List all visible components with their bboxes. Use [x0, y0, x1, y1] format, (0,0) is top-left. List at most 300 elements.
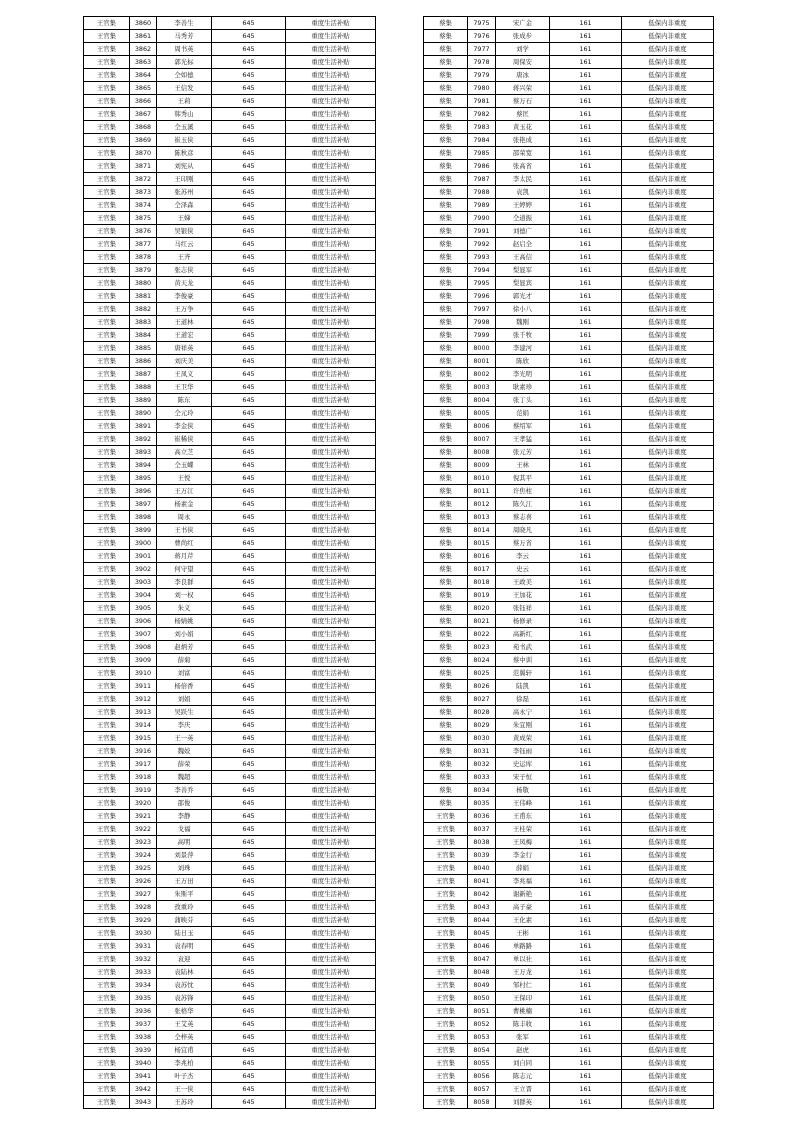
township-cell: 王官集: [424, 862, 468, 875]
township-cell: 王官集: [84, 381, 130, 394]
subsidy-type-cell: 低保内非重度: [622, 563, 714, 576]
subsidy-type-cell: 重度生活补贴: [286, 1005, 376, 1018]
table-row: [84, 1070, 376, 1083]
person-name-cell: 陈志元: [496, 1070, 550, 1083]
person-name-cell: 李光明: [496, 368, 550, 381]
amount-cell: 645: [212, 433, 286, 446]
serial-number-cell: 8013: [468, 511, 496, 524]
table-row: [424, 199, 714, 212]
subsidy-type-cell: 重度生活补贴: [286, 862, 376, 875]
person-name-cell: 张高省: [496, 160, 550, 173]
table-row: [84, 602, 376, 615]
serial-number-cell: 7999: [468, 329, 496, 342]
table-row: [424, 875, 714, 888]
subsidy-type-cell: 重度生活补贴: [286, 836, 376, 849]
table-row: [424, 771, 714, 784]
township-cell: 王官集: [84, 537, 130, 550]
serial-number-cell: 8049: [468, 979, 496, 992]
serial-number-cell: 3937: [130, 1018, 157, 1031]
table-row: [424, 186, 714, 199]
amount-cell: 645: [212, 511, 286, 524]
subsidy-type-cell: 低保内非重度: [622, 810, 714, 823]
amount-cell: 645: [212, 953, 286, 966]
serial-number-cell: 3916: [130, 745, 157, 758]
township-cell: 王官集: [84, 810, 130, 823]
table-row: [84, 576, 376, 589]
township-cell: 王官集: [84, 1070, 130, 1083]
township-cell: 蔡集: [424, 381, 468, 394]
person-name-cell: 陆凯: [496, 680, 550, 693]
amount-cell: 161: [550, 1096, 622, 1109]
subsidy-type-cell: 低保内非重度: [622, 1057, 714, 1070]
serial-number-cell: 8002: [468, 368, 496, 381]
person-name-cell: 陆日玉: [157, 927, 212, 940]
township-cell: 蔡集: [424, 719, 468, 732]
serial-number-cell: 3893: [130, 446, 157, 459]
township-cell: 王官集: [424, 1057, 468, 1070]
township-cell: 王官集: [84, 667, 130, 680]
serial-number-cell: 7986: [468, 160, 496, 173]
township-cell: 王官集: [84, 160, 130, 173]
serial-number-cell: 8033: [468, 771, 496, 784]
amount-cell: 645: [212, 316, 286, 329]
person-name-cell: 韩秀山: [157, 108, 212, 121]
serial-number-cell: 7995: [468, 277, 496, 290]
township-cell: 蔡集: [424, 472, 468, 485]
serial-number-cell: 7977: [468, 43, 496, 56]
person-name-cell: 邵俊: [157, 797, 212, 810]
person-name-cell: 单以社: [496, 953, 550, 966]
subsidy-type-cell: 低保内非重度: [622, 290, 714, 303]
person-name-cell: 李良群: [157, 576, 212, 589]
person-name-cell: 蔡匡: [496, 108, 550, 121]
person-name-cell: 王凤梅: [496, 836, 550, 849]
table-row: [84, 537, 376, 550]
serial-number-cell: 8021: [468, 615, 496, 628]
table-row: [84, 43, 376, 56]
table-row: [84, 1031, 376, 1044]
amount-cell: 161: [550, 992, 622, 1005]
township-cell: 王官集: [84, 212, 130, 225]
person-name-cell: 蒋兴荣: [496, 82, 550, 95]
township-cell: 王官集: [84, 238, 130, 251]
amount-cell: 645: [212, 472, 286, 485]
subsidy-type-cell: 重度生活补贴: [286, 407, 376, 420]
table-row: [84, 1044, 376, 1057]
person-name-cell: 朱宜刚: [496, 719, 550, 732]
table-row: [84, 381, 376, 394]
township-cell: 蔡集: [424, 433, 468, 446]
township-cell: 蔡集: [424, 407, 468, 420]
serial-number-cell: 3877: [130, 238, 157, 251]
table-row: [424, 446, 714, 459]
table-row: [84, 472, 376, 485]
table-row: [424, 1044, 714, 1057]
table-row: [424, 680, 714, 693]
serial-number-cell: 3935: [130, 992, 157, 1005]
person-name-cell: 倪其平: [496, 472, 550, 485]
township-cell: 王官集: [84, 992, 130, 1005]
amount-cell: 645: [212, 446, 286, 459]
person-name-cell: 王桂荣: [496, 823, 550, 836]
subsidy-type-cell: 重度生活补贴: [286, 576, 376, 589]
table-row: [424, 498, 714, 511]
subsidy-type-cell: 重度生活补贴: [286, 355, 376, 368]
serial-number-cell: 3875: [130, 212, 157, 225]
amount-cell: 645: [212, 160, 286, 173]
amount-cell: 161: [550, 1044, 622, 1057]
amount-cell: 161: [550, 693, 622, 706]
subsidy-type-cell: 重度生活补贴: [286, 498, 376, 511]
township-cell: 蔡集: [424, 784, 468, 797]
person-name-cell: 王印刚: [157, 173, 212, 186]
serial-number-cell: 8024: [468, 654, 496, 667]
subsidy-type-cell: 低保内非重度: [622, 238, 714, 251]
amount-cell: 161: [550, 667, 622, 680]
serial-number-cell: 3886: [130, 355, 157, 368]
subsidy-type-cell: 低保内非重度: [622, 264, 714, 277]
amount-cell: 645: [212, 550, 286, 563]
subsidy-type-cell: 重度生活补贴: [286, 719, 376, 732]
subsidy-type-cell: 重度生活补贴: [286, 680, 376, 693]
person-name-cell: 薛菊: [157, 654, 212, 667]
township-cell: 王官集: [424, 901, 468, 914]
person-name-cell: 李金行: [496, 849, 550, 862]
subsidy-type-cell: 重度生活补贴: [286, 745, 376, 758]
amount-cell: 645: [212, 368, 286, 381]
amount-cell: 645: [212, 459, 286, 472]
table-row: [424, 394, 714, 407]
township-cell: 蔡集: [424, 147, 468, 160]
serial-number-cell: 8035: [468, 797, 496, 810]
amount-cell: 161: [550, 238, 622, 251]
table-row: [84, 290, 376, 303]
table-row: [424, 719, 714, 732]
township-cell: 蔡集: [424, 394, 468, 407]
serial-number-cell: 8026: [468, 680, 496, 693]
serial-number-cell: 3917: [130, 758, 157, 771]
amount-cell: 161: [550, 199, 622, 212]
township-cell: 王官集: [84, 1096, 130, 1109]
person-name-cell: 徐磊: [496, 693, 550, 706]
township-cell: 蔡集: [424, 524, 468, 537]
amount-cell: 161: [550, 329, 622, 342]
township-cell: 王官集: [84, 641, 130, 654]
table-row: [424, 82, 714, 95]
serial-number-cell: 3915: [130, 732, 157, 745]
amount-cell: 645: [212, 940, 286, 953]
table-row: [424, 615, 714, 628]
person-name-cell: 陈久江: [496, 498, 550, 511]
subsidy-type-cell: 低保内非重度: [622, 212, 714, 225]
subsidy-type-cell: 低保内非重度: [622, 875, 714, 888]
township-cell: 王官集: [84, 134, 130, 147]
township-cell: 王官集: [84, 316, 130, 329]
table-row: [424, 537, 714, 550]
township-cell: 王官集: [84, 927, 130, 940]
subsidy-type-cell: 重度生活补贴: [286, 446, 376, 459]
subsidy-type-cell: 低保内非重度: [622, 966, 714, 979]
subsidy-type-cell: 重度生活补贴: [286, 459, 376, 472]
serial-number-cell: 7987: [468, 173, 496, 186]
person-name-cell: 张元芳: [496, 446, 550, 459]
person-name-cell: 王齐: [157, 251, 212, 264]
amount-cell: 161: [550, 56, 622, 69]
table-row: [84, 979, 376, 992]
person-name-cell: 张志侠: [157, 264, 212, 277]
serial-number-cell: 3864: [130, 69, 157, 82]
subsidy-type-cell: 低保内非重度: [622, 251, 714, 264]
township-cell: 蔡集: [424, 30, 468, 43]
subsidy-type-cell: 重度生活补贴: [286, 1057, 376, 1070]
table-row: [424, 329, 714, 342]
person-name-cell: 仝玉蝶: [157, 459, 212, 472]
serial-number-cell: 8041: [468, 875, 496, 888]
person-name-cell: 周保安: [496, 56, 550, 69]
subsidy-type-cell: 低保内非重度: [622, 1031, 714, 1044]
amount-cell: 161: [550, 771, 622, 784]
table-row: [84, 498, 376, 511]
serial-number-cell: 8043: [468, 901, 496, 914]
township-cell: 蔡集: [424, 251, 468, 264]
table-row: [84, 394, 376, 407]
table-row: [84, 706, 376, 719]
person-name-cell: 仝如德: [157, 69, 212, 82]
amount-cell: 645: [212, 810, 286, 823]
serial-number-cell: 8011: [468, 485, 496, 498]
table-row: [424, 355, 714, 368]
subsidy-type-cell: 重度生活补贴: [286, 732, 376, 745]
subsidy-type-cell: 重度生活补贴: [286, 472, 376, 485]
subsidy-type-cell: 低保内非重度: [622, 667, 714, 680]
subsidy-type-cell: 重度生活补贴: [286, 199, 376, 212]
amount-cell: 645: [212, 771, 286, 784]
township-cell: 王官集: [84, 953, 130, 966]
person-name-cell: 李俊豪: [157, 290, 212, 303]
person-name-cell: 张钰祥: [496, 602, 550, 615]
person-name-cell: 李兆柏: [157, 1057, 212, 1070]
township-cell: 王官集: [84, 433, 130, 446]
person-name-cell: 徐小八: [496, 303, 550, 316]
table-row: [424, 238, 714, 251]
subsidy-type-cell: 低保内非重度: [622, 329, 714, 342]
serial-number-cell: 8014: [468, 524, 496, 537]
amount-cell: 645: [212, 641, 286, 654]
person-name-cell: 王伟峰: [496, 797, 550, 810]
township-cell: 王官集: [84, 56, 130, 69]
serial-number-cell: 7982: [468, 108, 496, 121]
person-name-cell: 邹村仁: [496, 979, 550, 992]
serial-number-cell: 3868: [130, 121, 157, 134]
subsidy-type-cell: 低保内非重度: [622, 602, 714, 615]
subsidy-type-cell: 低保内非重度: [622, 459, 714, 472]
township-cell: 王官集: [84, 329, 130, 342]
serial-number-cell: 3892: [130, 433, 157, 446]
person-name-cell: 郭光标: [157, 56, 212, 69]
township-cell: 蔡集: [424, 732, 468, 745]
person-name-cell: 杨敬: [496, 784, 550, 797]
serial-number-cell: 8007: [468, 433, 496, 446]
table-row: [424, 888, 714, 901]
amount-cell: 645: [212, 199, 286, 212]
subsidy-type-cell: 重度生活补贴: [286, 810, 376, 823]
township-cell: 王官集: [84, 485, 130, 498]
township-cell: 蔡集: [424, 368, 468, 381]
person-name-cell: 薛荣: [157, 758, 212, 771]
subsidy-type-cell: 低保内非重度: [622, 680, 714, 693]
subsidy-type-cell: 低保内非重度: [622, 823, 714, 836]
subsidy-type-cell: 低保内非重度: [622, 693, 714, 706]
serial-number-cell: 3894: [130, 459, 157, 472]
amount-cell: 645: [212, 212, 286, 225]
person-name-cell: 王莉: [157, 95, 212, 108]
amount-cell: 645: [212, 654, 286, 667]
table-row: [84, 823, 376, 836]
serial-number-cell: 3871: [130, 160, 157, 173]
amount-cell: 645: [212, 667, 286, 680]
serial-number-cell: 7994: [468, 264, 496, 277]
township-cell: 王官集: [424, 875, 468, 888]
township-cell: 王官集: [84, 901, 130, 914]
subsidy-type-cell: 低保内非重度: [622, 537, 714, 550]
amount-cell: 645: [212, 69, 286, 82]
subsidy-type-cell: 重度生活补贴: [286, 797, 376, 810]
person-name-cell: 李钰雨: [496, 745, 550, 758]
amount-cell: 161: [550, 732, 622, 745]
serial-number-cell: 3898: [130, 511, 157, 524]
serial-number-cell: 3912: [130, 693, 157, 706]
person-name-cell: 张成步: [496, 30, 550, 43]
serial-number-cell: 3895: [130, 472, 157, 485]
township-cell: 蔡集: [424, 446, 468, 459]
serial-number-cell: 3920: [130, 797, 157, 810]
amount-cell: 161: [550, 225, 622, 238]
table-row: [84, 17, 376, 30]
amount-cell: 161: [550, 381, 622, 394]
township-cell: 王官集: [84, 472, 130, 485]
amount-cell: 645: [212, 290, 286, 303]
table-row: [424, 316, 714, 329]
township-cell: 蔡集: [424, 550, 468, 563]
person-name-cell: 黄成荣: [496, 732, 550, 745]
township-cell: 王官集: [84, 251, 130, 264]
serial-number-cell: 3885: [130, 342, 157, 355]
person-name-cell: 蒲映芬: [157, 914, 212, 927]
township-cell: 王官集: [424, 992, 468, 1005]
table-row: [84, 56, 376, 69]
table-row: [424, 654, 714, 667]
amount-cell: 645: [212, 914, 286, 927]
person-name-cell: 陈秋彦: [157, 147, 212, 160]
table-row: [84, 992, 376, 1005]
township-cell: 王官集: [84, 186, 130, 199]
person-name-cell: 高子豪: [496, 901, 550, 914]
table-row: [424, 95, 714, 108]
subsidy-type-cell: 重度生活补贴: [286, 641, 376, 654]
table-row: [424, 381, 714, 394]
serial-number-cell: 7992: [468, 238, 496, 251]
subsidy-type-cell: 低保内非重度: [622, 82, 714, 95]
subsidy-type-cell: 低保内非重度: [622, 277, 714, 290]
serial-number-cell: 8044: [468, 914, 496, 927]
person-name-cell: 李太民: [496, 173, 550, 186]
subsidy-type-cell: 低保内非重度: [622, 316, 714, 329]
table-row: [424, 108, 714, 121]
amount-cell: 645: [212, 1070, 286, 1083]
subsidy-type-cell: 低保内非重度: [622, 1070, 714, 1083]
serial-number-cell: 8015: [468, 537, 496, 550]
serial-number-cell: 8008: [468, 446, 496, 459]
subsidy-type-cell: 重度生活补贴: [286, 17, 376, 30]
amount-cell: 161: [550, 680, 622, 693]
township-cell: 王官集: [84, 368, 130, 381]
person-name-cell: 苑书武: [496, 641, 550, 654]
amount-cell: 161: [550, 134, 622, 147]
serial-number-cell: 3938: [130, 1031, 157, 1044]
table-row: [424, 784, 714, 797]
township-cell: 蔡集: [424, 342, 468, 355]
amount-cell: 645: [212, 966, 286, 979]
table-row: [424, 472, 714, 485]
table-row: [424, 303, 714, 316]
township-cell: 王官集: [84, 836, 130, 849]
township-cell: 王官集: [84, 1018, 130, 1031]
table-row: [424, 563, 714, 576]
subsidy-type-cell: 低保内非重度: [622, 732, 714, 745]
person-name-cell: 赵虎: [496, 1044, 550, 1057]
township-cell: 蔡集: [424, 264, 468, 277]
person-name-cell: 高新红: [496, 628, 550, 641]
person-name-cell: 周书英: [157, 43, 212, 56]
amount-cell: 161: [550, 589, 622, 602]
table-row: [424, 420, 714, 433]
serial-number-cell: 3930: [130, 927, 157, 940]
township-cell: 王官集: [84, 888, 130, 901]
amount-cell: 161: [550, 550, 622, 563]
table-row: [424, 823, 714, 836]
amount-cell: 161: [550, 17, 622, 30]
amount-cell: 161: [550, 1057, 622, 1070]
subsidy-type-cell: 重度生活补贴: [286, 238, 376, 251]
table-row: [84, 277, 376, 290]
serial-number-cell: 8018: [468, 576, 496, 589]
person-name-cell: 赵炳芳: [157, 641, 212, 654]
table-row: [424, 173, 714, 186]
person-name-cell: 刘小娟: [157, 628, 212, 641]
table-row: [424, 927, 714, 940]
township-cell: 蔡集: [424, 615, 468, 628]
subsidy-type-cell: 重度生活补贴: [286, 1083, 376, 1096]
serial-number-cell: 3889: [130, 394, 157, 407]
township-cell: 蔡集: [424, 797, 468, 810]
serial-number-cell: 8055: [468, 1057, 496, 1070]
township-cell: 蔡集: [424, 667, 468, 680]
person-name-cell: 崔稀侠: [157, 433, 212, 446]
table-row: [84, 316, 376, 329]
serial-number-cell: 3860: [130, 17, 157, 30]
amount-cell: 161: [550, 433, 622, 446]
serial-number-cell: 3932: [130, 953, 157, 966]
table-row: [84, 550, 376, 563]
subsidy-type-cell: 低保内非重度: [622, 992, 714, 1005]
amount-cell: 161: [550, 251, 622, 264]
person-name-cell: 周永: [157, 511, 212, 524]
serial-number-cell: 3919: [130, 784, 157, 797]
table-row: [424, 264, 714, 277]
serial-number-cell: 3911: [130, 680, 157, 693]
serial-number-cell: 3874: [130, 199, 157, 212]
subsidy-type-cell: 重度生活补贴: [286, 420, 376, 433]
